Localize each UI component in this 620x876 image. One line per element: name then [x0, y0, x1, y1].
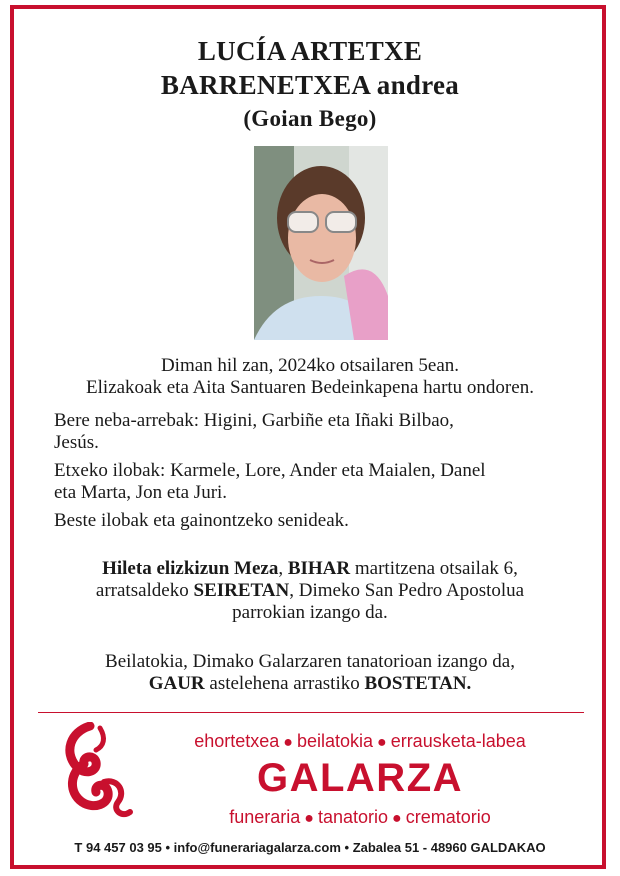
wake-time: BOSTETAN. [364, 673, 472, 694]
funeral-place: , Dimeko San Pedro Apostolua [289, 580, 525, 601]
galarza-logo-icon [60, 722, 136, 822]
name-line-2: BARRENETXEA andrea [160, 70, 460, 100]
funeral-info [20, 558, 600, 624]
service-eu-2: beilatokia [296, 731, 374, 751]
wake-line-2 [20, 673, 600, 695]
wake-info [20, 651, 600, 695]
funeral-mass-label: Hileta elizkizun Meza [102, 558, 279, 579]
contact-footer: T 94 457 03 95 • info@funerariagalarza.com • Zabalea 51 - 48960 GALDAKAO [74, 840, 546, 855]
siblings-line-2: Jesús. [54, 432, 99, 453]
funeral-day: BIHAR [287, 558, 351, 579]
death-notice-line-2: Elizakoak eta Aita Santuaren Bedeinkapena hartu ondoren. [86, 377, 534, 398]
bullet-icon: ● [283, 734, 293, 751]
funeral-sep: , [278, 558, 288, 579]
separator-line [38, 712, 584, 713]
bullet-icon: ● [392, 810, 402, 827]
funeral-time-prefix: arratsaldeko [95, 580, 194, 601]
funeral-line-2 [20, 580, 600, 602]
death-notice-line-1: Diman hil zan, 2024ko otsailaren 5ean. [160, 355, 460, 376]
name-line-1: LUCÍA ARTETXE [197, 36, 423, 66]
portrait-photo [254, 146, 388, 340]
death-notice [20, 355, 600, 399]
wake-line-1: Beilatokia, Dimako Galarzaren tanatorioan izango da, [105, 651, 515, 672]
nephews-line-1: Etxeko ilobak: Karmele, Lore, Ander eta Maialen, Danel [54, 460, 486, 481]
bullet-icon: ● [377, 734, 387, 751]
other-relatives: Beste ilobak eta gainontzeko senideak. [54, 510, 349, 531]
nephews-line-2: eta Marta, Jon eta Juri. [54, 482, 228, 503]
service-es-2: tanatorio [317, 807, 389, 827]
funeral-date: martitzena otsailak 6, [350, 558, 518, 579]
service-eu-1: ehortetxea [194, 731, 280, 751]
funeral-time: SEIRETAN [193, 580, 290, 601]
family-list [54, 410, 584, 532]
wake-day: GAUR [148, 673, 205, 694]
siblings-line-1: Bere neba-arrebak: Higini, Garbiñe eta Iñaki Bilbao, [54, 410, 454, 431]
service-eu-3: errausketa-labea [390, 731, 526, 751]
portrait-photo-icon [254, 146, 388, 340]
wake-mid: astelehena arrastiko [204, 673, 365, 694]
brand-name: GALARZA [256, 756, 464, 800]
service-es-3: crematorio [405, 807, 491, 827]
service-es-1: funeraria [229, 807, 301, 827]
funeral-line-1 [20, 558, 600, 580]
bullet-icon: ● [304, 810, 314, 827]
services-spanish [140, 807, 580, 828]
nickname: (Goian Bego) [243, 106, 377, 131]
funeral-line-3: parrokian izango da. [232, 602, 388, 623]
services-basque [140, 731, 580, 752]
